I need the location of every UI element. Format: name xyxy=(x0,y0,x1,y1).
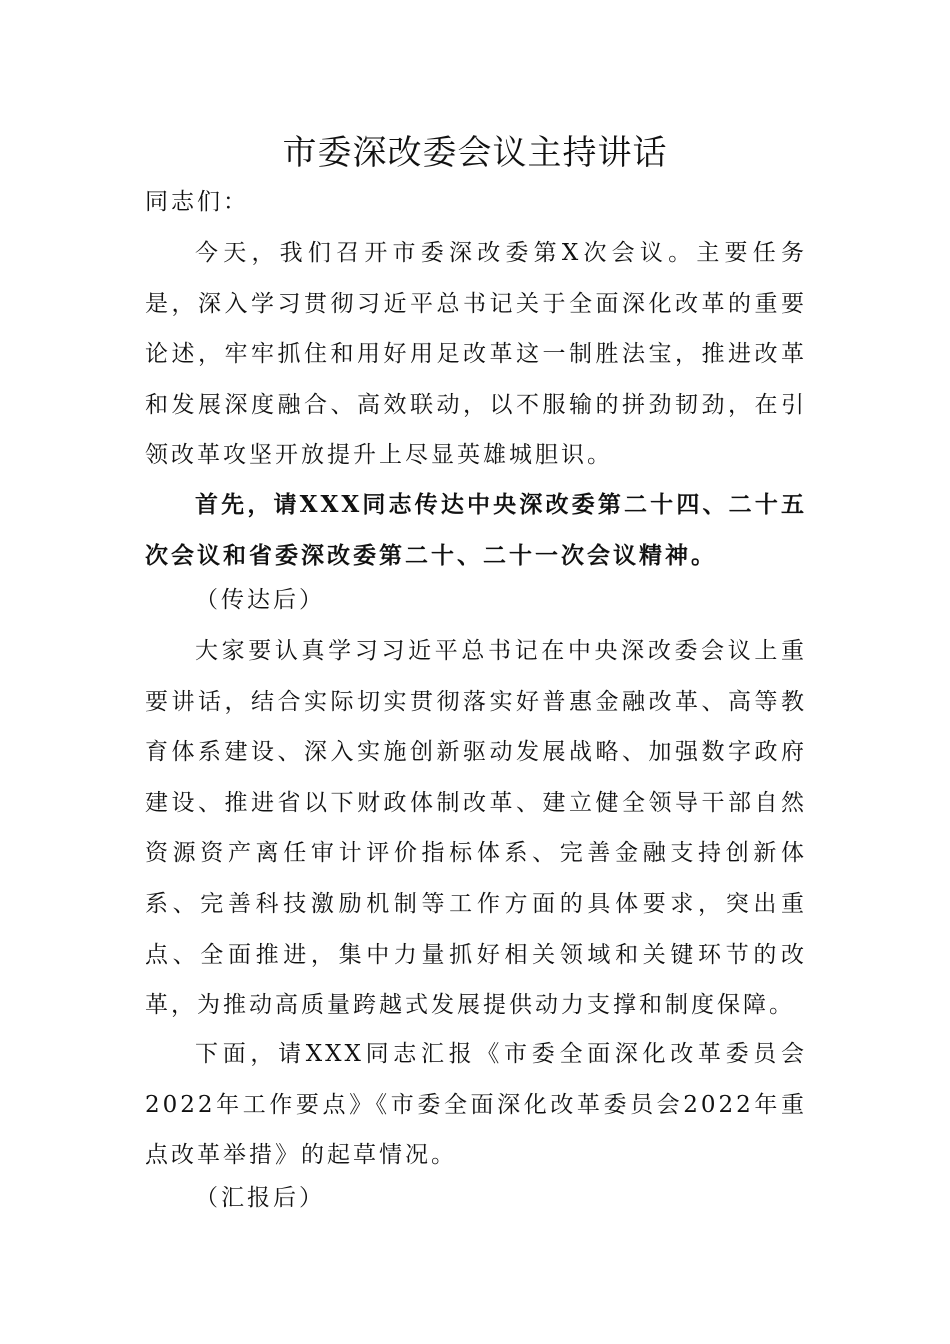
document-title: 市委深改委会议主持讲话 xyxy=(282,133,668,173)
paragraph-after-report: （汇报后） xyxy=(195,1185,325,1211)
paragraph-next-agenda: 下面，请XXX同志汇报《市委全面深化改革委员会2022年工作要点》《市委全面深化改革委员会2022年重点改革举措》的起草情况。 xyxy=(145,1041,807,1169)
paragraph-after-relay: （传达后） xyxy=(195,587,325,613)
paragraph-opening: 今天，我们召开市委深改委第X次会议。主要任务是，深入学习贯彻习近平总书记关于全面深化改革的重要论述，牢牢抓住和用好用足改革这一制胜法宝，推进改革和发展深度融合、高效联动，以不服输的拼劲韧劲，在引领改革攻坚开放提升上尽显英雄城胆识。 xyxy=(145,240,807,469)
paragraph-requirements: 大家要认真学习习近平总书记在中央深改委会议上重要讲话，结合实际切实贯彻落实好普惠金融改革、高等教育体系建设、深入实施创新驱动发展战略、加强数字政府建设、推进省以下财政体制改革、建立健全领导干部自然资源资产离任审计评价指标体系、完善金融支持创新体系、完善科技激励机制等工作方面的具体要求，突出重点、全面推进，集中力量抓好相关领域和关键环节的改革，为推动高质量跨越式发展提供动力支撑和制度保障。 xyxy=(145,638,807,1019)
paragraph-first-agenda: 首先，请XXX同志传达中央深改委第二十四、二十五次会议和省委深改委第二十、二十一次会议精神。 xyxy=(145,491,807,569)
greeting: 同志们： xyxy=(145,189,249,215)
